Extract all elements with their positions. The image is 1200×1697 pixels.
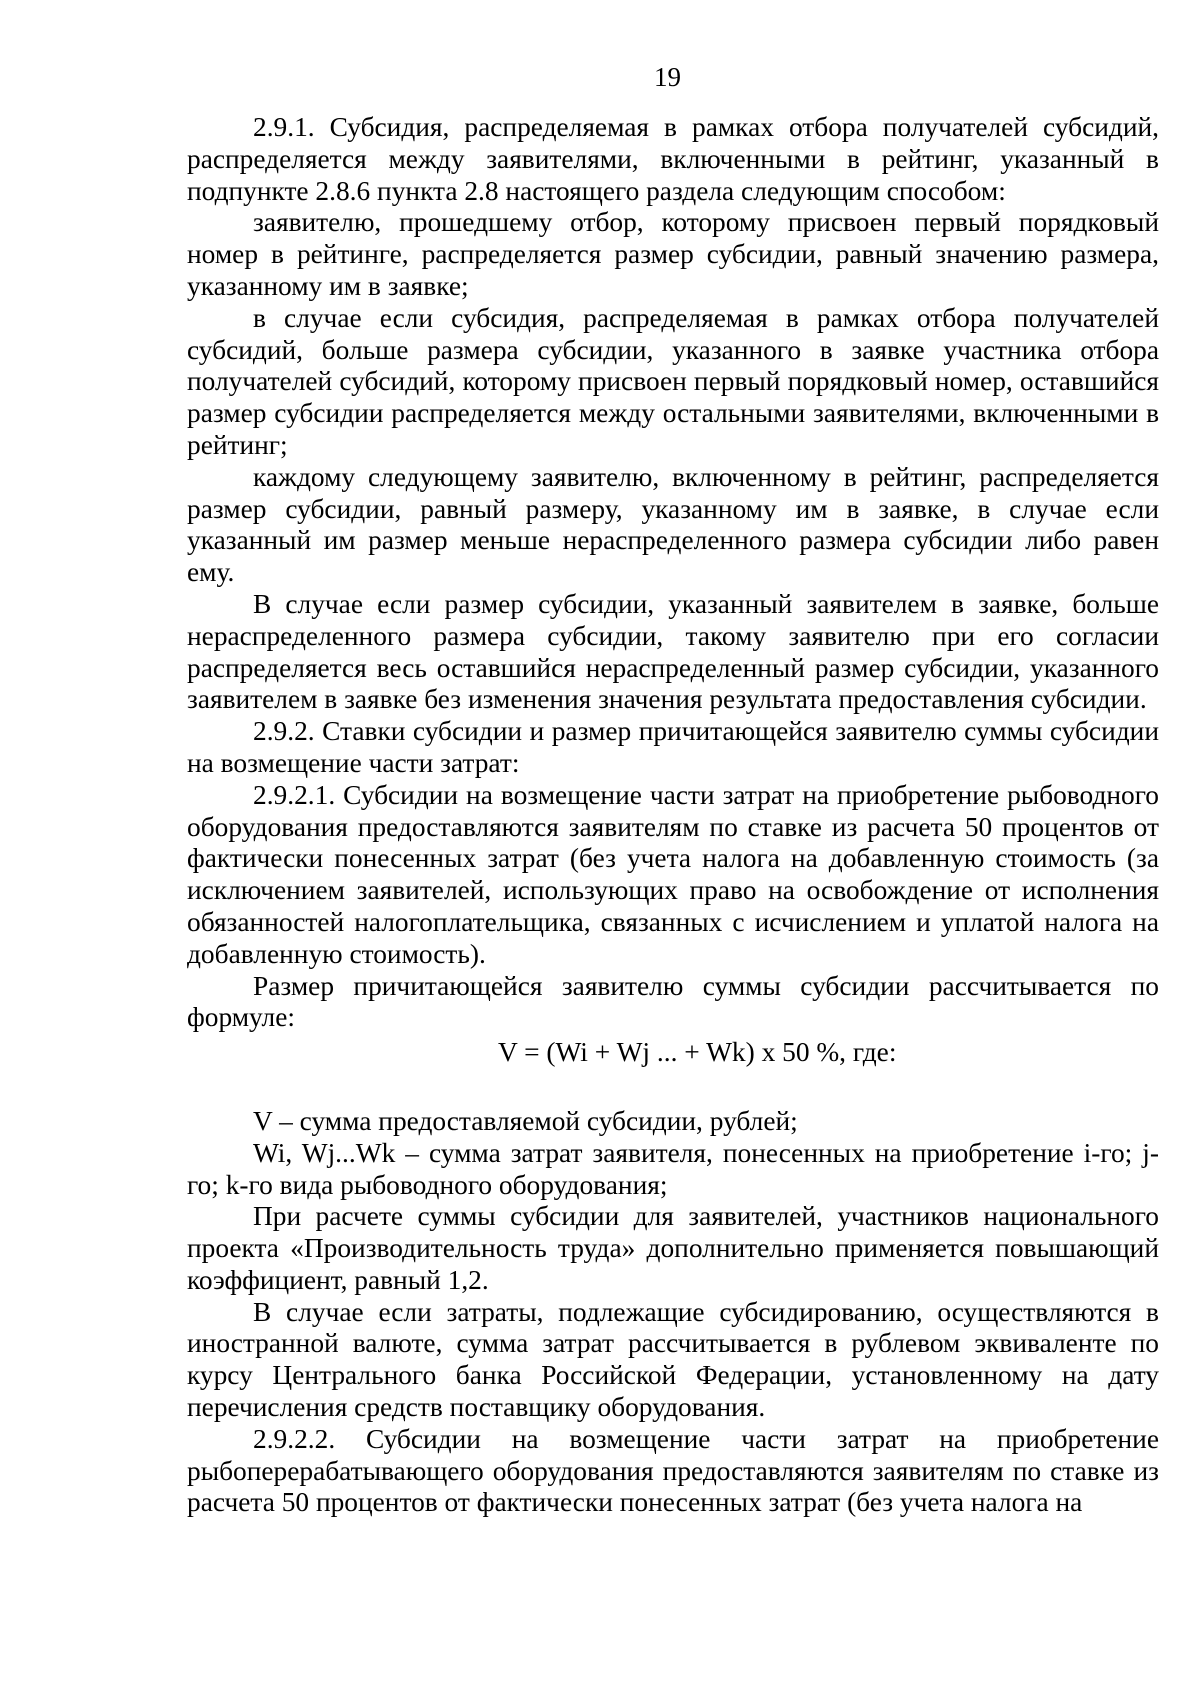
paragraph-each-next-applicant: каждому следующему заявителю, включенному в рейтинг, распределяется размер субсидии, равный размеру, указанному им в заявке, в случае если указанный им размер меньше нераспределенного размера субсидии либо равен ему. [187,461,1159,588]
paragraph-w-definition: Wi, Wj...Wk – сумма затрат заявителя, понесенных на приобретение i-го; j-го; k-го вида рыбоводного оборудования; [187,1137,1159,1200]
paragraph-2-9-2: 2.9.2. Ставки субсидии и размер причитающейся заявителю суммы субсидии на возмещение части затрат: [187,716,1159,778]
paragraph-foreign-currency: В случае если затраты, подлежащие субсидированию, осуществляются в иностранной валюте, сумма затрат рассчитывается в рублевом эквиваленте по курсу Центрального банка Российской Федерации, установленному на дату перечисления средств поставщику оборудования. [187,1296,1159,1423]
paragraph-remaining-distribution: в случае если субсидия, распределяемая в рамках отбора получателей субсидий, больше размера субсидии, указанного в заявке участника отбора получателей субсидий, которому присвоен первый порядковый номер, оставшийся размер субсидии распределяется между остальными заявителями, включенными в рейтинг; [187,302,1159,460]
document-body [187,112,1159,1519]
subsidy-formula: V = (Wi + Wj ... + Wk) x 50 %, где: [498,1037,897,1068]
paragraph-coefficient: При расчете суммы субсидии для заявителей, участников национального проекта «Производительность труда» дополнительно применяется повышающий коэффициент, равный 1,2. [187,1201,1159,1295]
paragraph-2-9-2-1: 2.9.2.1. Субсидии на возмещение части затрат на приобретение рыбоводного оборудования предоставляются заявителям по ставке из расчета 50 процентов от фактически понесенных затрат (без учета налога на добавленную стоимость (за исключением заявителей, использующих право на освобождение от исполнения обязанностей налогоплательщика, связанных с исчислением и уплатой налога на добавленную стоимость). [187,779,1159,969]
page-number: 19 [654,62,681,92]
paragraph-formula-intro: Размер причитающейся заявителю суммы субсидии рассчитывается по формуле: [187,970,1159,1033]
paragraph-2-9-1: 2.9.1. Субсидия, распределяемая в рамках отбора получателей субсидий, распределяется между заявителями, включенными в рейтинг, указанный в подпункте 2.8.6 пункта 2.8 настоящего раздела следующим способом: [187,112,1159,206]
paragraph-2-9-2-2: 2.9.2.2. Субсидии на возмещение части затрат на приобретение рыбоперерабатывающего оборудования предоставляются заявителям по ставке из расчета 50 процентов от фактически понесенных затрат (без учета налога на [187,1423,1159,1518]
paragraph-v-definition: V – сумма предоставляемой субсидии, рублей; [253,1105,798,1136]
paragraph-first-applicant: заявителю, прошедшему отбор, которому присвоен первый порядковый номер в рейтинге, распределяется размер субсидии, равный значению размера, указанному им в заявке; [187,207,1159,301]
paragraph-consent-distribution: В случае если размер субсидии, указанный заявителем в заявке, больше нераспределенного размера субсидии, такому заявителю при его согласии распределяется весь оставшийся нераспределенный размер субсидии, указанного заявителем в заявке без изменения значения результата предоставления субсидии. [187,588,1159,715]
